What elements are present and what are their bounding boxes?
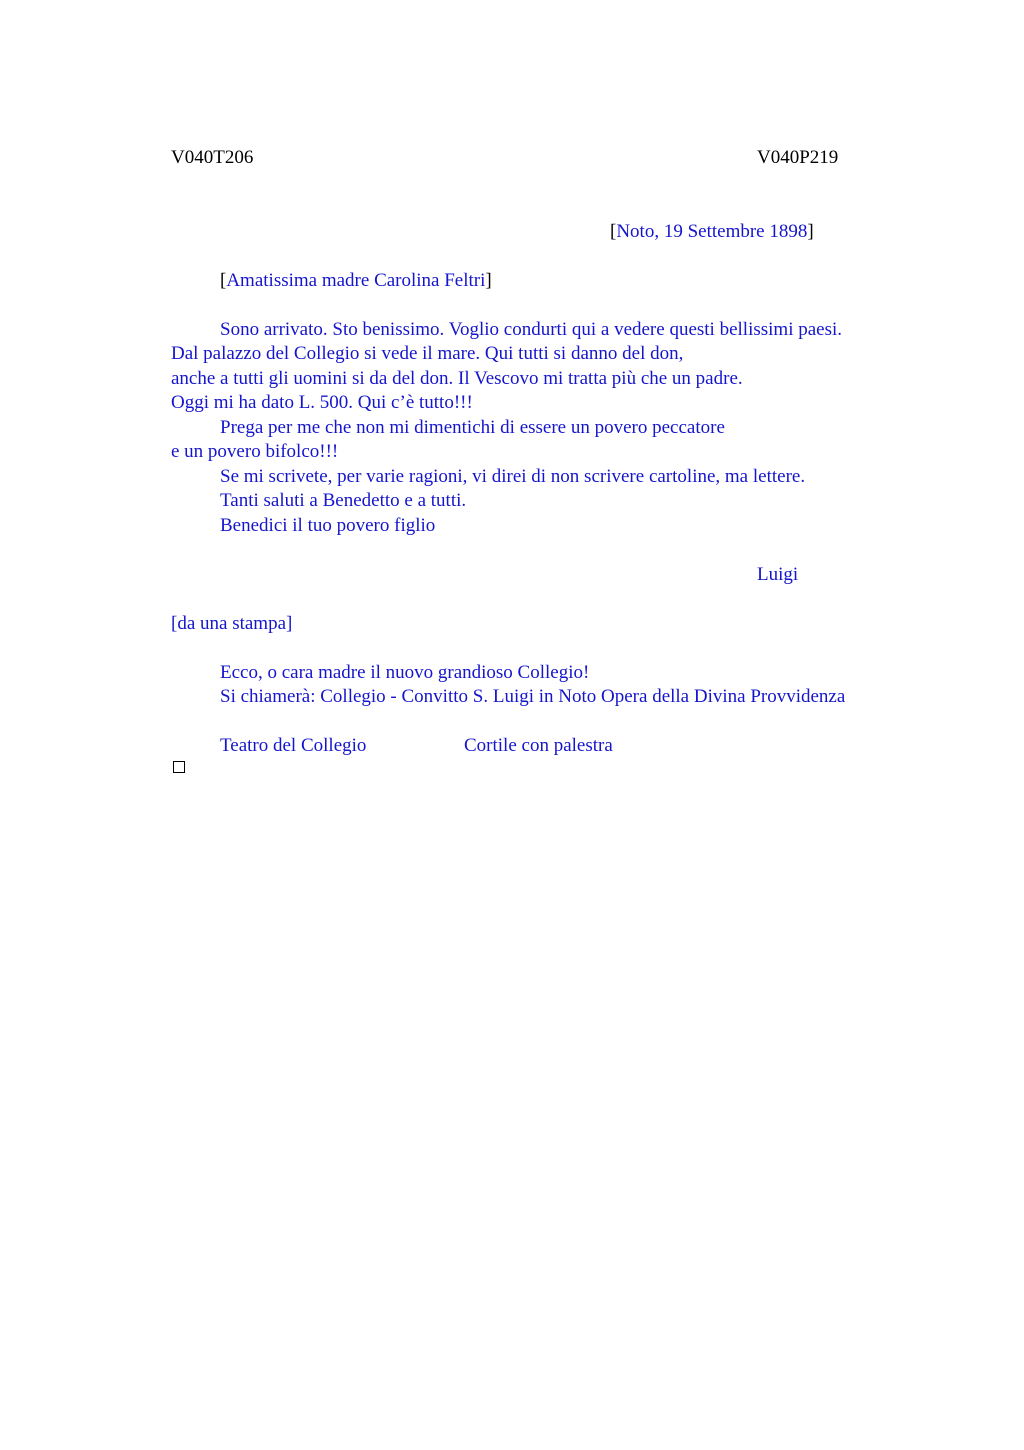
salutation-text: Amatissima madre Carolina Feltri: [226, 270, 486, 291]
dateline-close-bracket: ]: [807, 221, 814, 242]
image-caption-left: Teatro del Collegio: [220, 735, 367, 756]
letter-line: Prega per me che non mi dimentichi di essere un povero peccatore: [220, 417, 725, 438]
letter-line: Se mi scrivete, per varie ragioni, vi direi di non scrivere cartoline, ma lettere.: [220, 466, 806, 487]
letter-line: anche a tutti gli uomini si da del don. Il Vescovo mi tratta più che un padre.: [171, 368, 743, 389]
signature: Luigi: [757, 564, 799, 585]
document-code-left: V040T206: [171, 147, 254, 168]
letter-line: e un povero bifolco!!!: [171, 441, 339, 462]
checkbox-square-icon: [173, 761, 185, 773]
dateline: [610, 220, 814, 245]
letter-line: Tanti saluti a Benedetto e a tutti.: [220, 490, 467, 511]
salutation-open-bracket: [: [220, 270, 227, 291]
letter-line: Oggi mi ha dato L. 500. Qui c’è tutto!!!: [171, 392, 473, 413]
caption-line: Ecco, o cara madre il nuovo grandioso Collegio!: [220, 662, 590, 683]
letter-line: Dal palazzo del Collegio si vede il mare. Qui tutti si danno del don,: [171, 343, 684, 364]
document-code-right: V040P219: [757, 147, 839, 168]
letter-line: Benedici il tuo povero figlio: [220, 515, 436, 536]
salutation-close-bracket: ]: [485, 270, 492, 291]
caption-line: Si chiamerà: Collegio - Convitto S. Luigi in Noto Opera della Divina Provvidenza: [220, 686, 846, 707]
letter-line: Sono arrivato. Sto benissimo. Voglio condurti qui a vedere questi bellissimi paesi.: [220, 319, 843, 340]
salutation: [220, 269, 492, 294]
dateline-open-bracket: [: [610, 221, 617, 242]
image-caption-right: Cortile con palestra: [464, 735, 613, 756]
source-note: [da una stampa]: [171, 613, 293, 634]
dateline-text: Noto, 19 Settembre 1898: [616, 221, 808, 242]
